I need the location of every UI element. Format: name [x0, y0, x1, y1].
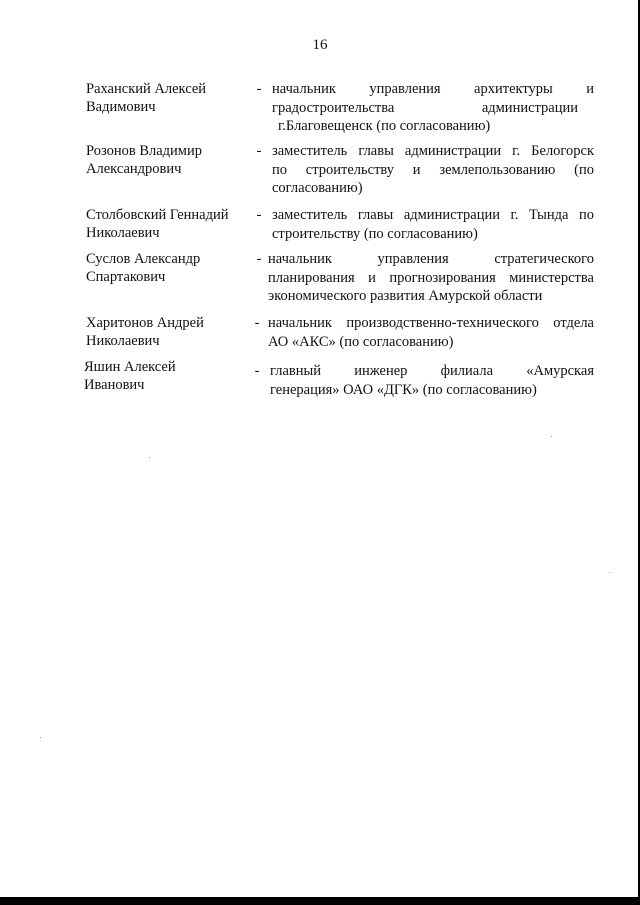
position-description: [272, 206, 594, 243]
position-description: [272, 80, 594, 136]
separator-dash: -: [256, 143, 262, 159]
separator-dash: -: [254, 363, 260, 379]
description-line: главный инженер филиала «Амурская: [270, 363, 594, 379]
position-description: [270, 362, 594, 399]
description-line: начальник управления архитектуры и: [272, 81, 594, 97]
page-number: 16: [312, 37, 328, 53]
person-name-line: Вадимович: [86, 99, 156, 115]
person-name: [86, 206, 256, 242]
description-line: генерация» ОАО «ДГК» (по согласованию): [270, 381, 537, 398]
description-line: по строительству и землепользованию (по: [272, 161, 594, 178]
description-line: начальник производственно-технического отдела: [268, 315, 594, 331]
person-name-line: Столбовский Геннадий: [86, 207, 229, 223]
scan-speck: [40, 737, 41, 738]
description-line: АО «АКС» (по согласованию): [268, 333, 454, 350]
description-line: заместитель главы администрации г. Тында по: [272, 207, 594, 223]
position-description: [268, 314, 594, 351]
scan-speck: [609, 572, 610, 573]
person-name-line: Николаевич: [86, 333, 160, 349]
separator-dash: -: [256, 207, 262, 223]
description-line: планирования и прогнозирования министерства: [268, 269, 594, 286]
description-line: согласованию): [272, 180, 363, 196]
person-name-line: Розонов Владимир: [86, 143, 202, 159]
person-name-line: Харитонов Андрей: [86, 315, 204, 331]
position-description: [268, 250, 594, 306]
person-name: [84, 358, 254, 394]
position-description: [272, 142, 594, 198]
person-name-line: Раханский Алексей: [86, 81, 207, 97]
person-name: [86, 142, 256, 178]
description-line: экономического развития Амурской области: [268, 288, 543, 304]
person-name: [86, 80, 256, 116]
description-line: строительству (по согласованию): [272, 225, 478, 242]
description-line: г.Благовещенск (по согласованию): [278, 118, 491, 134]
description-line: градостроительства администрации: [272, 99, 578, 116]
person-name-line: Николаевич: [86, 225, 160, 241]
scan-speck: [551, 436, 552, 437]
scan-border-bottom: [0, 897, 640, 905]
person-name-line: Александрович: [86, 161, 182, 177]
person-name-line: Суслов Александр: [86, 251, 201, 267]
scan-speck: [149, 457, 150, 458]
description-line: заместитель главы администрации г. Белогорск: [272, 143, 594, 159]
separator-dash: -: [256, 81, 262, 97]
person-name-line: Яшин Алексей: [84, 359, 176, 375]
person-name-line: Спартакович: [86, 269, 166, 285]
separator-dash: -: [254, 315, 260, 331]
person-name-line: Иванович: [84, 377, 145, 393]
person-name: [86, 314, 256, 350]
person-name: [86, 250, 256, 286]
description-line: начальник управления стратегического: [268, 251, 594, 267]
separator-dash: -: [256, 251, 262, 267]
